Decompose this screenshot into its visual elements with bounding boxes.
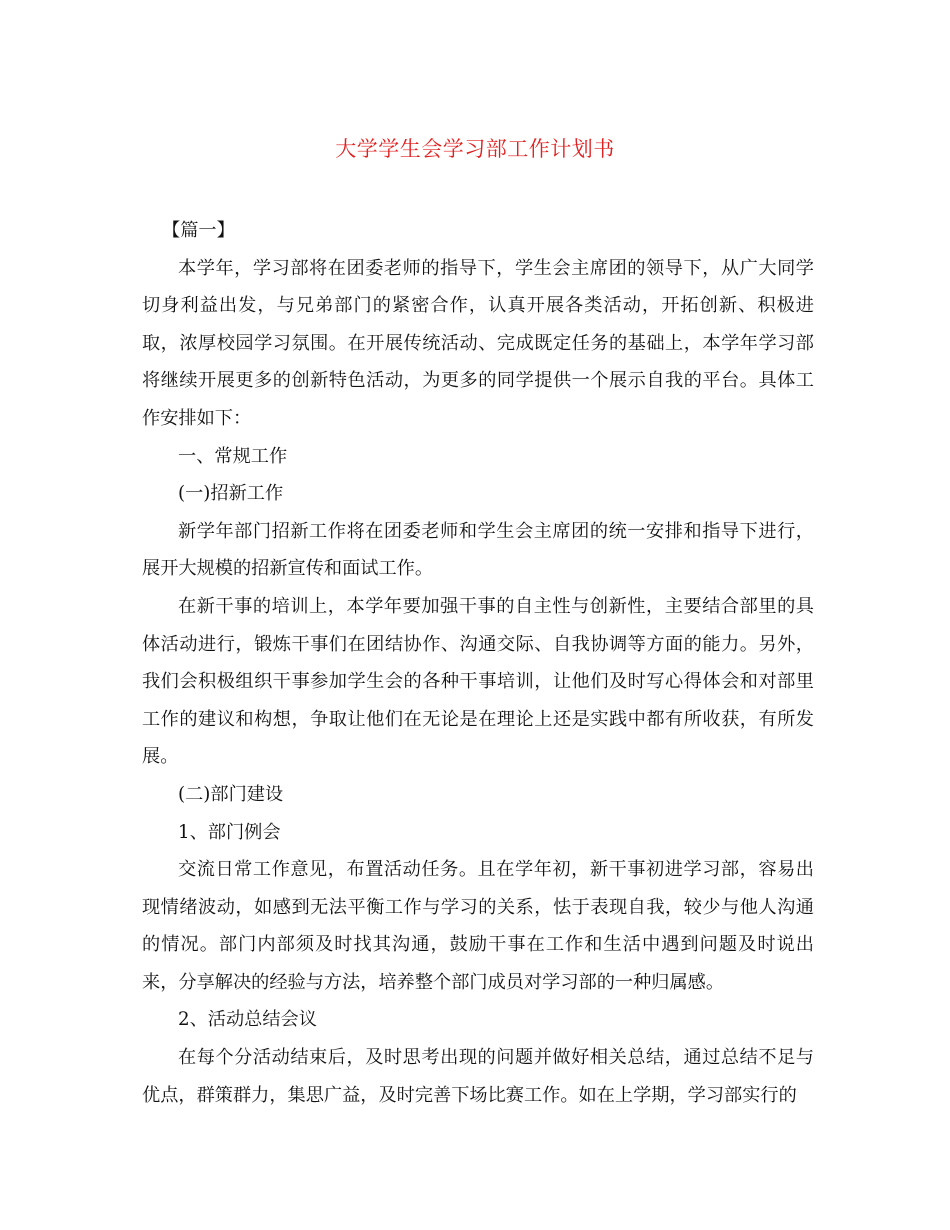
document-title: 大学学生会学习部工作计划书 [335,137,615,161]
heading-level-2: (二)部门建设 [178,783,284,805]
heading-level-3: 1、部门例会 [178,821,281,843]
paragraph: 在每个分活动结束后，及时思考出现的问题并做好相关总结，通过总结不足与优点，群策群力，集思广益，及时完善下场比赛工作。如在上学期，学习部实行的 [142,1047,814,1106]
heading-level-2: (一)招新工作 [178,483,284,505]
section-heading: 【篇一】 [162,220,235,241]
paragraph: 在新干事的培训上，本学年要加强干事的自主性与创新性，主要结合部里的具体活动进行，锻炼干事们在团结协作、沟通交际、自我协调等方面的能力。另外，我们会积极组织干事参加学生会的各种干事培训，让他们及时写心得体会和对部里工作的建议和构想，争取让他们在无论是在理论上还是实践中都有所收获，有所发展。 [142,595,814,768]
paragraph: 本学年，学习部将在团委老师的指导下，学生会主席团的领导下，从广大同学切身利益出发，与兄弟部门的紧密合作，认真开展各类活动，开拓创新、积极进取，浓厚校园学习氛围。在开展传统活动、完成既定任务的基础上，本学年学习部将继续开展更多的创新特色活动，为更多的同学提供一个展示自我的平台。具体工作安排如下： [142,257,814,429]
heading-level-1: 一、常规工作 [178,445,288,467]
heading-level-3: 2、活动总结会议 [178,1009,317,1031]
document-body [142,212,814,1114]
paragraph: 交流日常工作意见，布置活动任务。且在学年初，新干事初进学习部，容易出现情绪波动，如感到无法平衡工作与学习的关系，怯于表现自我，较少与他人沟通的情况。部门内部须及时找其沟通，鼓励干事在工作和生活中遇到问题及时说出来，分享解决的经验与方法，培养整个部门成员对学习部的一种归属感。 [142,859,814,993]
paragraph: 新学年部门招新工作将在团委老师和学生会主席团的统一安排和指导下进行，展开大规模的招新宣传和面试工作。 [142,520,814,580]
